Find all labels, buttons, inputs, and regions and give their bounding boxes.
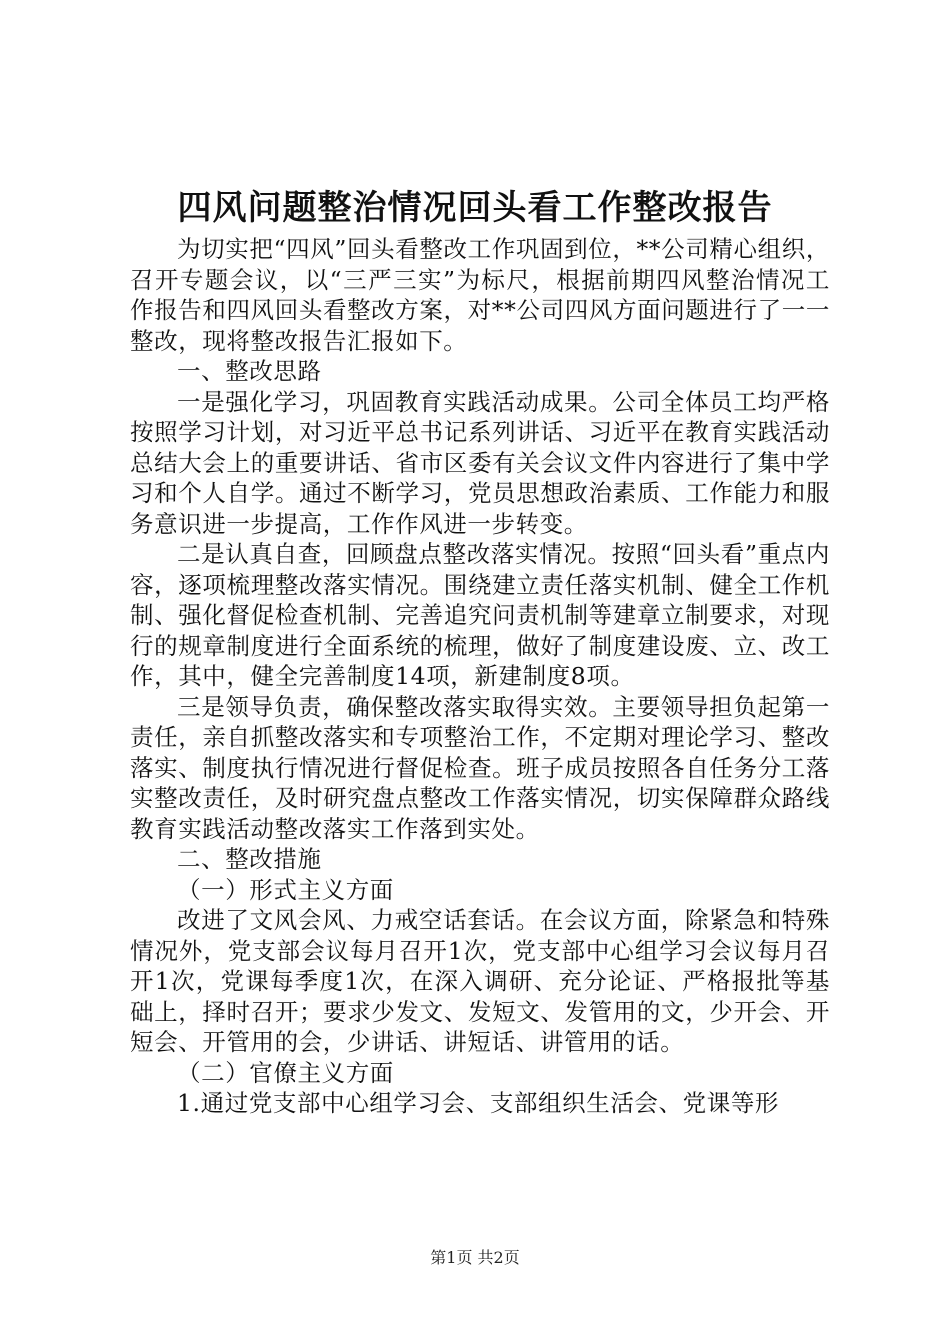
paragraph-self-check: 二是认真自查，回顾盘点整改落实情况。按照“回头看”重点内容，逐项梳理整改落实情况。围绕建立责任落实机制、健全工作机制、强化督促检查机制、完善追究问责机制等建章立制要求，对现行的规章制度进行全面系统的梳理，做好了制度建设废、立、改工作，其中，健全完善制度14项，新建制度8项。	[130, 540, 830, 690]
subsection-heading-bureaucracy: （二）官僚主义方面	[177, 1058, 394, 1087]
intro-paragraph: 为切实把“四风”回头看整改工作巩固到位，**公司精心组织，召开专题会议，以“三严三实”为标尺，根据前期四风整治情况工作报告和四风回头看整改方案，对**公司四风方面问题进行了一一整改，现将整改报告汇报如下。	[130, 235, 830, 355]
paragraph-study: 一是强化学习，巩固教育实践活动成果。公司全体员工均严格按照学习计划，对习近平总书记系列讲话、习近平在教育实践活动总结大会上的重要讲话、省市区委有关会议文件内容进行了集中学习和个人自学。通过不断学习，党员思想政治素质、工作能力和服务意识进一步提高，工作作风进一步转变。	[130, 387, 830, 538]
paragraph-bureaucracy-item-1: 1.通过党支部中心组学习会、支部组织生活会、党课等形	[177, 1089, 780, 1117]
page-footer: 第1页 共2页	[430, 1248, 520, 1267]
section-heading-approach: 一、整改思路	[177, 357, 322, 385]
paragraph-leadership: 三是领导负责，确保整改落实取得实效。主要领导担负起第一责任，亲自抓整改落实和专项整治工作，不定期对理论学习、整改落实、制度执行情况进行督促检查。班子成员按照各自任务分工落实整改责任，及时研究盘点整改工作落实情况，切实保障群众路线教育实践活动整改落实工作落到实处。	[130, 692, 830, 843]
paragraph-formalism: 改进了文风会风、力戒空话套话。在会议方面，除紧急和特殊情况外，党支部会议每月召开1次，党支部中心组学习会议每月召开1次，党课每季度1次，在深入调研、充分论证、严格报批等基础上，择时召开；要求少发文、发短文、发管用的文，少开会、开短会、开管用的会，少讲话、讲短话、讲管用的话。	[130, 906, 830, 1056]
section-heading-measures: 二、整改措施	[177, 845, 322, 873]
document-title: 四风问题整治情况回头看工作整改报告	[177, 188, 773, 228]
document-body	[130, 234, 830, 1119]
subsection-heading-formalism: （一）形式主义方面	[177, 875, 394, 904]
